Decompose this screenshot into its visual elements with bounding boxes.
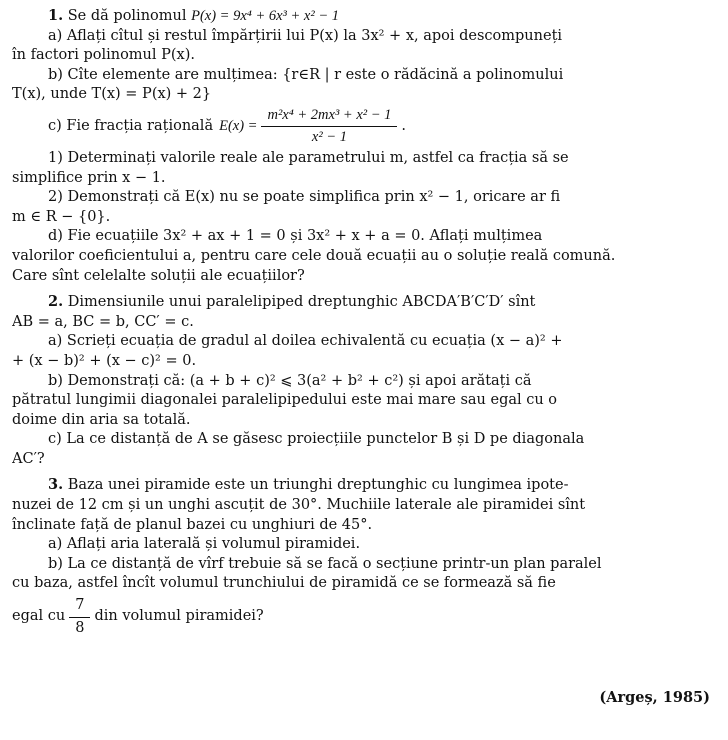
problem-2-a-line1: a) Scrieți ecuația de gradul al doilea echivalentă cu ecuația (x − a)² +	[48, 333, 563, 350]
problem-3-line3: înclinate față de planul bazei cu unghiuri de 45°.	[12, 516, 373, 533]
problem-2-a-line2: + (x − b)² + (x − c)² = 0.	[12, 352, 197, 369]
problem-2-line1: Dimensiunile unui paralelipiped dreptunghic ABCDA′B′C′D′ sînt	[67, 294, 536, 311]
problem-2-intro	[12, 292, 714, 313]
problem-1-number: 1.	[48, 7, 64, 24]
problem-2-b-line1: b) Demonstrați că: (a + b + c)² ⩽ 3(a² + b² + c²) și apoi arătați că	[48, 372, 532, 389]
problem-1-d-line2: valorilor coeficientului a, pentru care cele două ecuații au o soluție reală comună.	[12, 247, 616, 264]
problem-1-c1-line2: simplifice prin x − 1.	[12, 169, 166, 186]
problem-3-line2: nuzei de 12 cm și un unghi ascuțit de 30°. Muchiile laterale ale piramidei sînt	[12, 497, 586, 514]
problem-3-a-line: a) Aflați aria laterală și volumul piramidei.	[48, 536, 361, 553]
problem-2-b-line2: pătratul lungimii diagonalei paralelipipedului este mai mare sau egal cu o	[12, 392, 558, 409]
problem-3-intro	[12, 475, 714, 496]
problem-2-c-line2: AC′?	[12, 450, 45, 467]
problem-1-c-fraction-line	[12, 105, 714, 149]
fraction-denominator: x² − 1	[311, 129, 347, 146]
rational-fraction	[261, 106, 397, 148]
problem-1-b-line1: b) Cîte elemente are mulțimea: {r∈R | r este o rădăcină a polinomului	[48, 66, 564, 83]
problem-3-b-line2: cu baza, astfel încît volumul trunchiului de piramidă ce se formează să fie	[12, 575, 556, 592]
problem-1-c1-line1: 1) Determinați valorile reale ale parametrului m, astfel ca fracția să se	[48, 149, 569, 166]
problem-3-line1: Baza unei piramide este un triunghi dreptunghic cu lungimea ipote-	[67, 477, 569, 494]
seven-eighths-fraction	[69, 596, 90, 638]
problem-1-intro	[12, 6, 714, 27]
problem-1-intro-text: Se dă polinomul	[67, 8, 187, 24]
problem-3-b-pre: egal cu	[12, 608, 66, 625]
problem-2-line2: AB = a, BC = b, CC′ = c.	[12, 313, 194, 330]
problem-1-a-line2: în factori polinomul P(x).	[12, 47, 195, 64]
fraction-numerator: 7	[69, 596, 90, 618]
problem-1-d-line3: Care sînt celelalte soluții ale ecuațiilor?	[12, 267, 305, 284]
problem-1-c2-line2: m ∈ R − {0}.	[12, 208, 111, 225]
problem-1-polynomial: P(x) = 9x⁴ + 6x³ + x² − 1	[191, 8, 339, 24]
problem-3-b-fraction-line	[12, 594, 714, 640]
problem-1-b-line2: T(x), unde T(x) = P(x) + 2}	[12, 86, 212, 103]
fraction-denominator: 8	[75, 619, 85, 636]
problem-1-c-text: c) Fie fracția rațională	[48, 118, 214, 135]
problem-3-b-line1: b) La ce distanță de vîrf trebuie să se facă o secțiune printr-un plan paralel	[48, 555, 602, 572]
problem-3-b-post: din volumul piramidei?	[94, 608, 264, 625]
problem-1-c-lhs: E(x) =	[219, 118, 258, 135]
problem-2-b-line3: doime din aria sa totală.	[12, 411, 191, 428]
fraction-numerator: m²x⁴ + 2mx³ + x² − 1	[261, 106, 397, 128]
problem-2-c-line1: c) La ce distanță de A se găsesc proiecțiile punctelor B și D pe diagonala	[48, 431, 585, 448]
problem-2-number: 2.	[48, 293, 64, 311]
problem-3-number: 3.	[48, 476, 64, 494]
problem-1-a-line1: a) Aflați cîtul și restul împărțirii lui P(x) la 3x² + x, apoi descompuneți	[48, 27, 563, 44]
problem-1-c2-line1: 2) Demonstrați că E(x) nu se poate simplifica prin x² − 1, oricare ar fi	[48, 189, 561, 206]
fraction-end-period: .	[401, 118, 407, 135]
problem-1-d-line1: d) Fie ecuațiile 3x² + ax + 1 = 0 și 3x² + x + a = 0. Aflați mulțimea	[48, 228, 543, 245]
source-citation: (Argeș, 1985)	[599, 689, 710, 706]
